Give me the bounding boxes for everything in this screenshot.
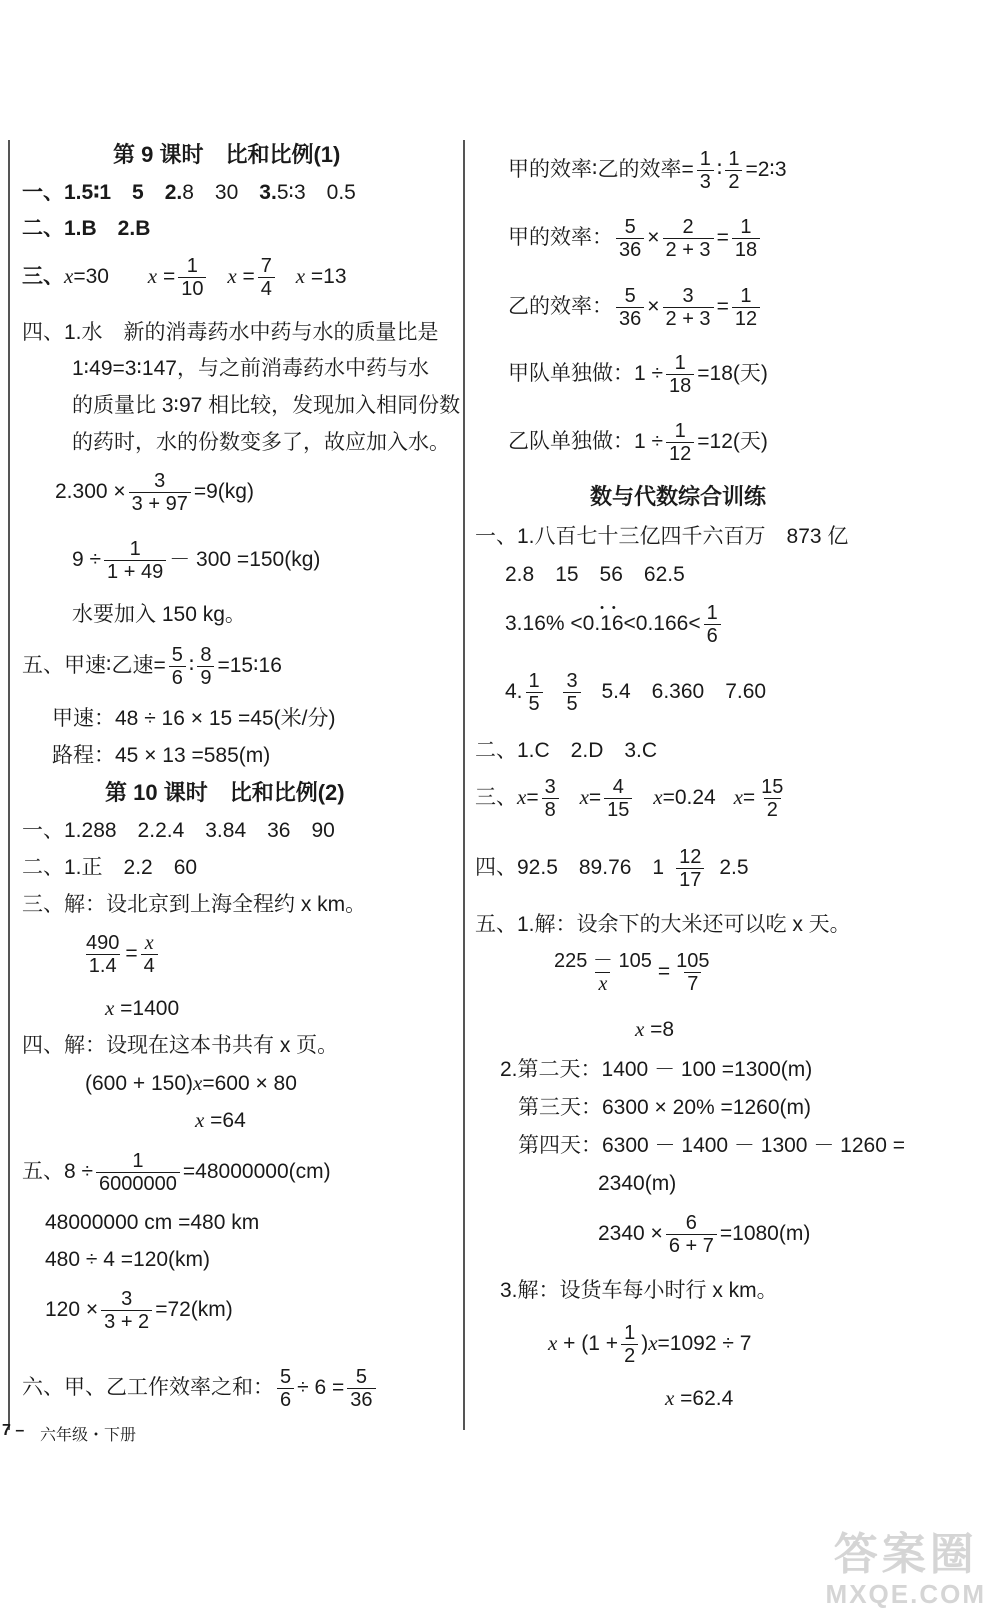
l10-part1: 一、1.288 2.2.4 3.84 36 90 xyxy=(22,819,335,842)
s-part5-1-x: x =8 xyxy=(635,1017,675,1041)
lesson10-title: 第 10 课时 比和比例(2) xyxy=(105,780,345,805)
l9-part5d: 路程：45 × 13 =585(m) xyxy=(52,744,271,767)
s-part5-1-eq: $\frac{225 - 105}{x}$ = $\frac{105}{7}$ xyxy=(554,950,710,995)
l9-part4-2e: 水要加入 150 kg。 xyxy=(72,603,246,626)
l10-part4c: x =64 xyxy=(195,1108,246,1132)
l10-part4a: 四、解：设现在这本书共有 x 页。 xyxy=(22,1034,339,1057)
grade-label: 六年级・下册 xyxy=(40,1427,137,1444)
l9-part5a: 五、甲速∶乙速= $\frac{5}{6}$ ∶ $\frac{8}{9}$ =15∶16 xyxy=(22,644,282,689)
l9-part3: 三、x=30 x = $\frac{1}{10}$ x = $\frac{7}{4}$ x =13 xyxy=(22,255,347,300)
l9-part4-line3: 的质量比 3∶97 相比较，发现加入相同份数 xyxy=(72,394,461,417)
l9-part4-2c: 9 ÷ $\frac{1}{1 + 49}$ － 300 =150(kg) xyxy=(72,538,321,583)
l10-part3-eq: $\frac{490}{1.4}$ = $\frac{x}{4}$ xyxy=(80,932,161,977)
l9-part4-line4: 的药时，水的份数变多了，故应加入水。 xyxy=(72,431,450,454)
l10-part3b: x =1400 xyxy=(105,996,180,1020)
section-title: 数与代数综合训练 xyxy=(590,484,767,509)
l10-part6: 六、甲、乙工作效率之和： $\frac{5}{6}$ ÷ 6 = $\frac{5}{36}$ xyxy=(22,1366,379,1411)
s-part5-2a: 2.第二天：1400 － 100 =1300(m) xyxy=(500,1058,813,1081)
s-part5-2b: 第三天：6300 × 20% =1260(m) xyxy=(518,1096,811,1119)
r-eff-jia: 甲的效率： $\frac{5}{36}$ × $\frac{2}{2 + 3}$ = $\frac{1}{18}$ xyxy=(508,216,763,261)
l10-part5e: 120 × $\frac{3}{3 + 2}$ =72(km) xyxy=(45,1288,233,1333)
l9-part4-line2: 1∶49=3∶147，与之前消毒药水中药与水 xyxy=(72,357,429,380)
l9-part4-2a: 2.300 × $\frac{3}{3 + 97}$ =9(kg) xyxy=(55,470,254,515)
s-part5-2c: 第四天：6300 － 1400 － 1300 － 1260 = xyxy=(518,1134,905,1157)
r-yi-alone: 乙队单独做：1 ÷ $\frac{1}{12}$ =12(天) xyxy=(508,420,768,465)
s-part5-2e: 2340 × $\frac{6}{6 + 7}$ =1080(m) xyxy=(598,1212,811,1257)
page-number: 7 – xyxy=(2,1422,25,1439)
r-eff-yi: 乙的效率： $\frac{5}{36}$ × $\frac{3}{2 + 3}$ = $\frac{1}{12}$ xyxy=(508,285,763,330)
s-part2: 二、1.C 2.D 3.C xyxy=(475,739,658,762)
l9-part4-line1: 四、1.水 新的消毒药水中药与水的质量比是 xyxy=(22,321,439,344)
column-divider-middle xyxy=(463,140,465,1430)
s-part5-3-eq: x + (1 + $\frac{1}{2}$ )x=1092 ÷ 7 xyxy=(548,1322,752,1367)
s-part4: 四、92.5 89.76 1 $\frac{12}{17}$ 2.5 xyxy=(475,846,749,891)
s-part5-1: 五、1.解：设余下的大米还可以吃 x 天。 xyxy=(475,913,851,936)
s-part1-4: 4. $\frac{1}{5}$ $\frac{3}{5}$ 5.4 6.360 7.60 xyxy=(505,670,767,715)
s-part1-1: 一、1.八百七十三亿四千六百万 873 亿 xyxy=(475,525,849,548)
column-divider-left xyxy=(8,140,10,1430)
s-part3: 三、x= $\frac{3}{8}$ x= $\frac{4}{15}$ x=0.24 x= $\frac{15}{2}$ xyxy=(475,776,784,821)
watermark: 答案圈 MXQE.COM xyxy=(825,1530,986,1609)
l9-part5c: 甲速：48 ÷ 16 × 15 =45(米/分) xyxy=(52,707,336,730)
s-part1-2: 2.8 15 56 62.5 xyxy=(505,563,685,586)
r-jia-alone: 甲队单独做：1 ÷ $\frac{1}{18}$ =18(天) xyxy=(508,352,768,397)
r-eff-ratio: 甲的效率∶乙的效率= $\frac{1}{3}$ ∶ $\frac{1}{2}$ =2∶3 xyxy=(508,148,787,193)
l10-part5a: 五、8 ÷ $\frac{1}{6000000}$ =48000000(cm) xyxy=(22,1150,331,1195)
s-part5-3: 3.解：设货车每小时行 x km。 xyxy=(500,1279,778,1302)
s-part5-3-x: x =62.4 xyxy=(665,1386,734,1410)
s-part5-2d: 2340(m) xyxy=(598,1172,677,1195)
l10-part5c: 48000000 cm =480 km xyxy=(45,1211,260,1234)
l9-part1: 一、1.5∶1 5 2.8 30 3.5∶3 0.5 xyxy=(22,181,356,204)
l10-part2: 二、1.正 2.2 60 xyxy=(22,856,198,879)
l10-part5d: 480 ÷ 4 =120(km) xyxy=(45,1248,211,1271)
l9-part2: 二、1.B 2.B xyxy=(22,217,151,240)
lesson9-title: 第 9 课时 比和比例(1) xyxy=(113,142,341,167)
l10-part4b: (600 + 150)x=600 × 80 xyxy=(85,1071,297,1095)
l10-part3a: 三、解：设北京到上海全程约 x km。 xyxy=(22,893,367,916)
s-part1-3: 3.16% <0.• 1• 6<0.166< $\frac{1}{6}$ xyxy=(505,602,724,647)
